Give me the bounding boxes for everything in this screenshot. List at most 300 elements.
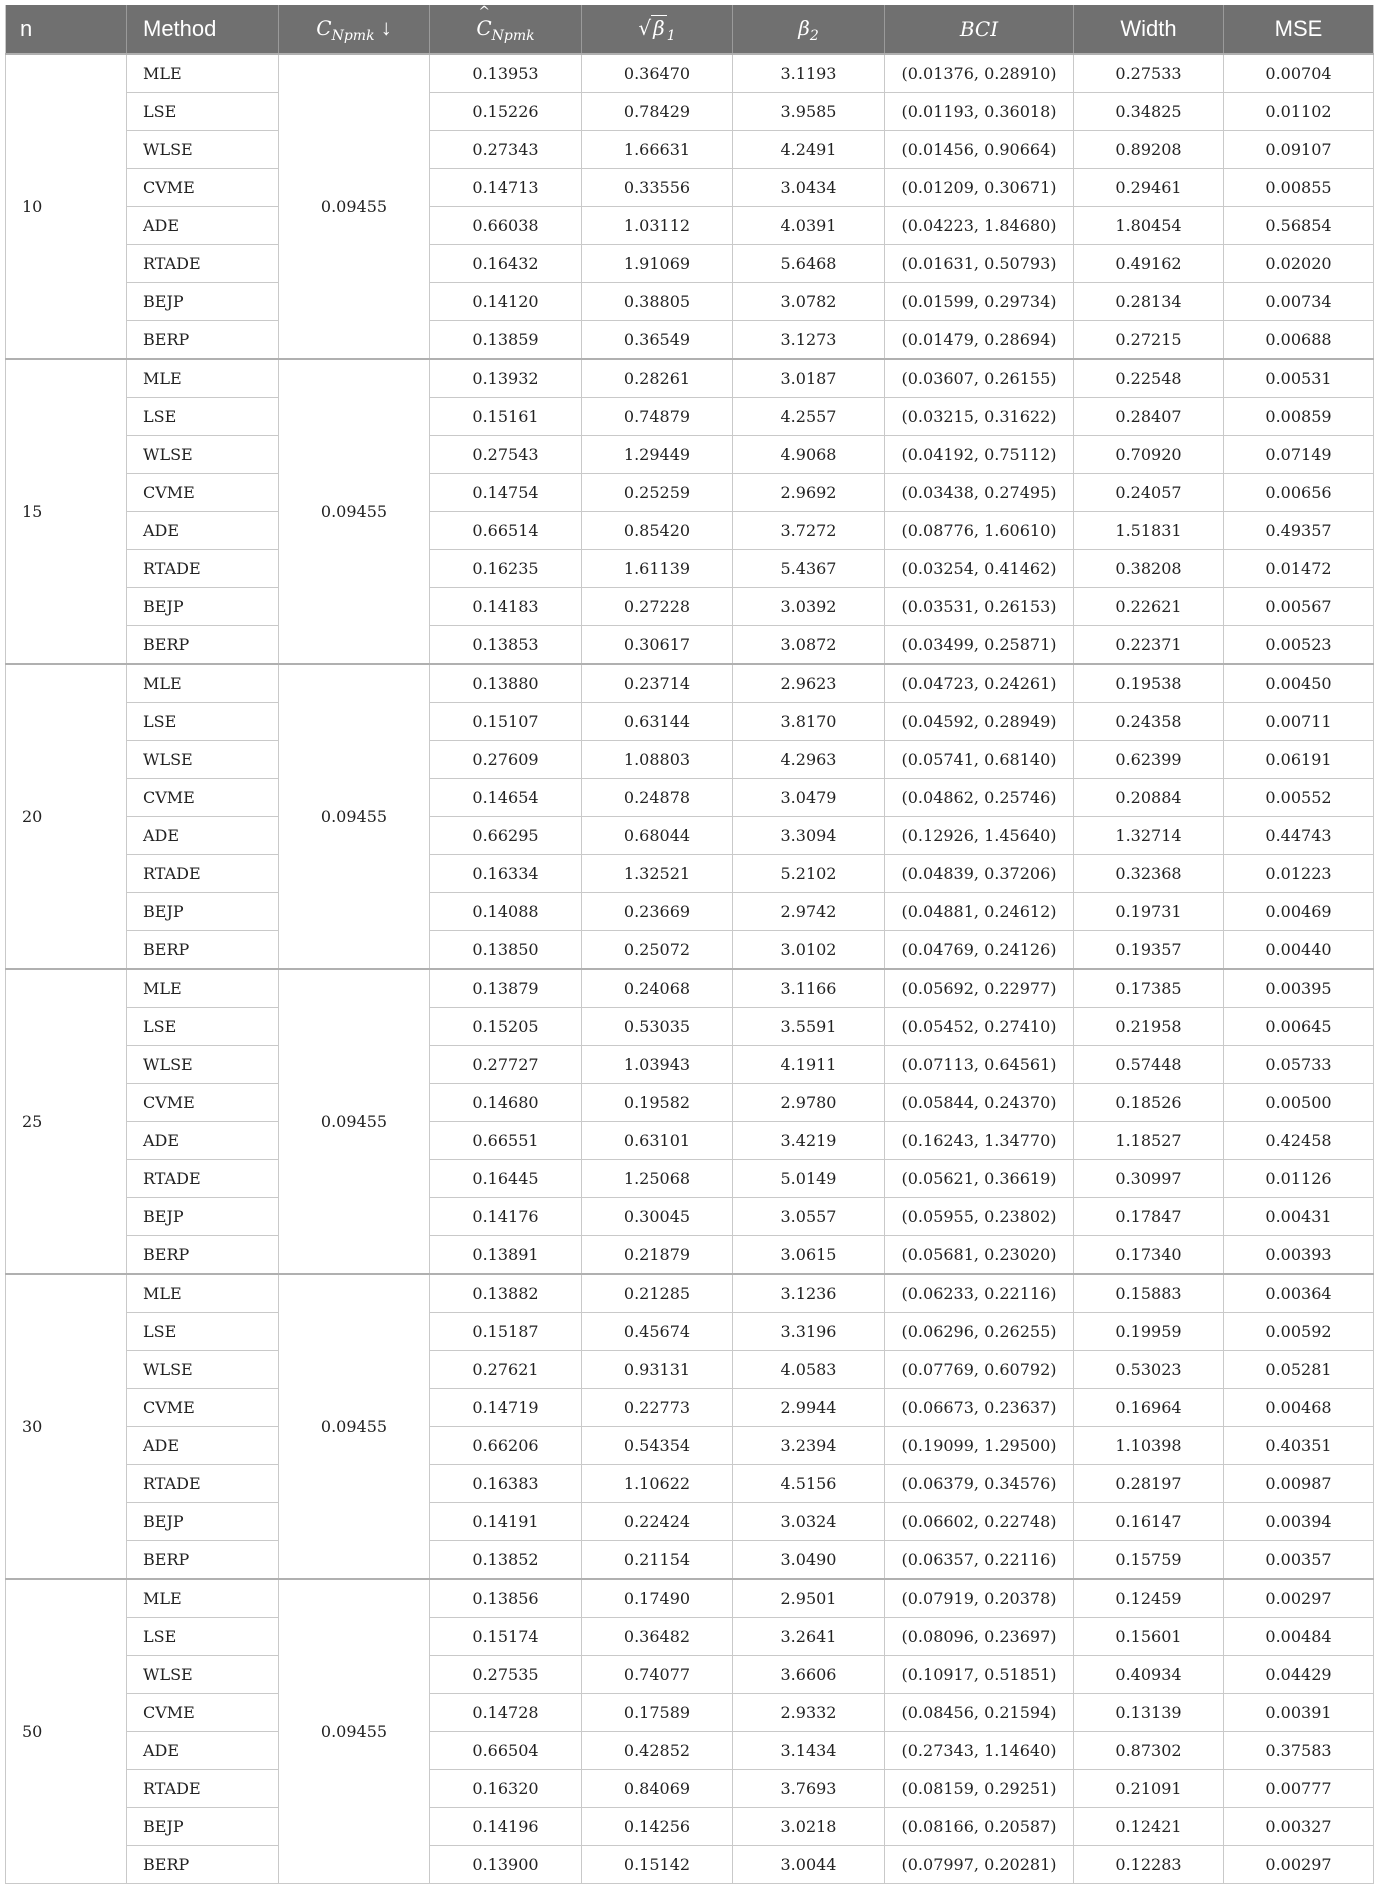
b2-cell: 3.0392 [733, 588, 885, 626]
c-hat-cell: 0.27535 [430, 1656, 582, 1694]
width-cell: 0.19538 [1074, 664, 1224, 703]
bci-cell: (0.03531, 0.26153) [885, 588, 1074, 626]
sqrt-b1-cell: 0.42852 [582, 1732, 733, 1770]
sqrt-b1-cell: 0.17490 [582, 1579, 733, 1618]
sqrt-b1-cell: 0.25259 [582, 474, 733, 512]
sqrt-b1-cell: 1.61139 [582, 550, 733, 588]
mse-cell: 0.00297 [1224, 1579, 1374, 1618]
width-cell: 0.12459 [1074, 1579, 1224, 1618]
true-c-npmk-cell: 0.09455 [279, 359, 430, 664]
width-cell: 0.34825 [1074, 93, 1224, 131]
width-cell: 0.19959 [1074, 1313, 1224, 1351]
bci-cell: (0.10917, 0.51851) [885, 1656, 1074, 1694]
width-cell: 0.16964 [1074, 1389, 1224, 1427]
bci-cell: (0.07769, 0.60792) [885, 1351, 1074, 1389]
header-n: n [6, 5, 127, 54]
b2-cell: 3.1273 [733, 321, 885, 360]
b2-cell: 3.0044 [733, 1846, 885, 1884]
mse-cell: 0.00394 [1224, 1503, 1374, 1541]
c-hat-cell: 0.14713 [430, 169, 582, 207]
c-hat-cell: 0.16383 [430, 1465, 582, 1503]
c-hat-cell: 0.14728 [430, 1694, 582, 1732]
mse-cell: 0.00711 [1224, 703, 1374, 741]
c-hat-cell: 0.14754 [430, 474, 582, 512]
width-cell: 0.15883 [1074, 1274, 1224, 1313]
b2-cell: 4.2491 [733, 131, 885, 169]
mse-cell: 0.02020 [1224, 245, 1374, 283]
c-hat-cell: 0.16320 [430, 1770, 582, 1808]
sqrt-b1-cell: 0.93131 [582, 1351, 733, 1389]
c-hat-cell: 0.66504 [430, 1732, 582, 1770]
mse-cell: 0.07149 [1224, 436, 1374, 474]
bci-cell: (0.06357, 0.22116) [885, 1541, 1074, 1580]
b2-cell: 4.0391 [733, 207, 885, 245]
sqrt-b1-cell: 0.53035 [582, 1008, 733, 1046]
method-cell: LSE [127, 93, 279, 131]
sqrt-b1-cell: 1.91069 [582, 245, 733, 283]
true-c-npmk-cell: 0.09455 [279, 1579, 430, 1884]
sqrt-b1-cell: 0.15142 [582, 1846, 733, 1884]
width-cell: 0.19357 [1074, 931, 1224, 970]
mse-cell: 0.00777 [1224, 1770, 1374, 1808]
method-cell: RTADE [127, 1465, 279, 1503]
table-row [6, 1732, 1374, 1770]
mse-cell: 0.06191 [1224, 741, 1374, 779]
width-cell: 0.29461 [1074, 169, 1224, 207]
table-row [6, 664, 1374, 703]
b2-cell: 4.9068 [733, 436, 885, 474]
method-cell: CVME [127, 1694, 279, 1732]
bci-cell: (0.04881, 0.24612) [885, 893, 1074, 931]
b2-cell: 3.1166 [733, 969, 885, 1008]
sqrt-b1-cell: 0.74077 [582, 1656, 733, 1694]
b2-cell: 5.0149 [733, 1160, 885, 1198]
c-hat-cell: 0.16445 [430, 1160, 582, 1198]
method-cell: MLE [127, 359, 279, 398]
method-cell: CVME [127, 169, 279, 207]
bci-cell: (0.03215, 0.31622) [885, 398, 1074, 436]
mse-cell: 0.00531 [1224, 359, 1374, 398]
method-cell: RTADE [127, 245, 279, 283]
sqrt-b1-cell: 0.17589 [582, 1694, 733, 1732]
mse-cell: 0.00327 [1224, 1808, 1374, 1846]
c-hat-cell: 0.13853 [430, 626, 582, 665]
table-row [6, 741, 1374, 779]
mse-cell: 0.00468 [1224, 1389, 1374, 1427]
bci-cell: (0.03499, 0.25871) [885, 626, 1074, 665]
width-cell: 1.51831 [1074, 512, 1224, 550]
c-hat-cell: 0.13953 [430, 54, 582, 93]
bci-cell: (0.04723, 0.24261) [885, 664, 1074, 703]
table-row [6, 1427, 1374, 1465]
method-cell: ADE [127, 512, 279, 550]
b2-cell: 2.9742 [733, 893, 885, 931]
b2-cell: 3.0434 [733, 169, 885, 207]
b2-cell: 3.1193 [733, 54, 885, 93]
b2-cell: 3.9585 [733, 93, 885, 131]
sqrt-b1-cell: 1.29449 [582, 436, 733, 474]
sqrt-b1-cell: 0.63101 [582, 1122, 733, 1160]
width-cell: 0.87302 [1074, 1732, 1224, 1770]
b2-cell: 3.1236 [733, 1274, 885, 1313]
sqrt-b1-cell: 0.33556 [582, 169, 733, 207]
width-cell: 0.18526 [1074, 1084, 1224, 1122]
mse-cell: 0.44743 [1224, 817, 1374, 855]
mse-cell: 0.05733 [1224, 1046, 1374, 1084]
mse-cell: 0.42458 [1224, 1122, 1374, 1160]
sqrt-b1-cell: 1.32521 [582, 855, 733, 893]
method-cell: LSE [127, 703, 279, 741]
table-row [6, 969, 1374, 1008]
sqrt-b1-cell: 0.38805 [582, 283, 733, 321]
sqrt-b1-cell: 0.63144 [582, 703, 733, 741]
b2-cell: 3.2641 [733, 1618, 885, 1656]
c-hat-cell: 0.14680 [430, 1084, 582, 1122]
bci-cell: (0.04223, 1.84680) [885, 207, 1074, 245]
method-cell: BEJP [127, 1198, 279, 1236]
c-hat-cell: 0.13900 [430, 1846, 582, 1884]
table-row [6, 436, 1374, 474]
c-hat-cell: 0.27343 [430, 131, 582, 169]
bci-cell: (0.08166, 0.20587) [885, 1808, 1074, 1846]
bci-cell: (0.01631, 0.50793) [885, 245, 1074, 283]
sqrt-b1-cell: 0.45674 [582, 1313, 733, 1351]
width-cell: 0.62399 [1074, 741, 1224, 779]
table-row [6, 1008, 1374, 1046]
mse-cell: 0.00440 [1224, 931, 1374, 970]
method-cell: BEJP [127, 1503, 279, 1541]
mse-cell: 0.00552 [1224, 779, 1374, 817]
method-cell: LSE [127, 398, 279, 436]
b2-cell: 5.6468 [733, 245, 885, 283]
bci-cell: (0.05741, 0.68140) [885, 741, 1074, 779]
true-c-npmk-cell: 0.09455 [279, 969, 430, 1274]
bci-cell: (0.06673, 0.23637) [885, 1389, 1074, 1427]
sqrt-b1-cell: 0.22773 [582, 1389, 733, 1427]
table-row [6, 1084, 1374, 1122]
method-cell: ADE [127, 1122, 279, 1160]
table-row [6, 359, 1374, 398]
table-row [6, 1770, 1374, 1808]
b2-cell: 3.2394 [733, 1427, 885, 1465]
mse-cell: 0.00592 [1224, 1313, 1374, 1351]
b2-cell: 3.0102 [733, 931, 885, 970]
width-cell: 0.28407 [1074, 398, 1224, 436]
method-cell: RTADE [127, 1160, 279, 1198]
b2-cell: 3.0218 [733, 1808, 885, 1846]
mse-cell: 0.01223 [1224, 855, 1374, 893]
results-table [5, 5, 1374, 1884]
width-cell: 0.53023 [1074, 1351, 1224, 1389]
bci-cell: (0.05621, 0.36619) [885, 1160, 1074, 1198]
c-hat-cell: 0.13850 [430, 931, 582, 970]
method-cell: BERP [127, 321, 279, 360]
true-c-npmk-cell: 0.09455 [279, 1274, 430, 1579]
table-row [6, 512, 1374, 550]
bci-cell: (0.03438, 0.27495) [885, 474, 1074, 512]
b2-cell: 3.0557 [733, 1198, 885, 1236]
table-row [6, 1160, 1374, 1198]
width-cell: 0.70920 [1074, 436, 1224, 474]
sqrt-b1-cell: 0.27228 [582, 588, 733, 626]
bci-cell: (0.06233, 0.22116) [885, 1274, 1074, 1313]
c-hat-cell: 0.14191 [430, 1503, 582, 1541]
table-row [6, 1579, 1374, 1618]
c-hat-cell: 0.14183 [430, 588, 582, 626]
c-hat-cell: 0.66038 [430, 207, 582, 245]
method-cell: WLSE [127, 741, 279, 779]
sqrt-b1-cell: 0.36549 [582, 321, 733, 360]
c-hat-cell: 0.27609 [430, 741, 582, 779]
b2-cell: 4.2963 [733, 741, 885, 779]
table-row [6, 245, 1374, 283]
method-cell: CVME [127, 779, 279, 817]
width-cell: 0.40934 [1074, 1656, 1224, 1694]
bci-cell: (0.05955, 0.23802) [885, 1198, 1074, 1236]
b2-cell: 3.6606 [733, 1656, 885, 1694]
c-hat-cell: 0.27727 [430, 1046, 582, 1084]
b2-cell: 4.5156 [733, 1465, 885, 1503]
bci-cell: (0.05681, 0.23020) [885, 1236, 1074, 1275]
b2-cell: 3.0479 [733, 779, 885, 817]
header-row [6, 5, 1374, 54]
sample-size-cell: 30 [6, 1274, 127, 1579]
mse-cell: 0.00734 [1224, 283, 1374, 321]
table-row [6, 550, 1374, 588]
b2-cell: 3.0872 [733, 626, 885, 665]
table-row [6, 855, 1374, 893]
sqrt-b1-cell: 0.84069 [582, 1770, 733, 1808]
b2-cell: 2.9692 [733, 474, 885, 512]
b2-cell: 2.9501 [733, 1579, 885, 1618]
bci-cell: (0.05844, 0.24370) [885, 1084, 1074, 1122]
sqrt-b1-cell: 0.23669 [582, 893, 733, 931]
sqrt-b1-cell: 0.19582 [582, 1084, 733, 1122]
mse-cell: 0.04429 [1224, 1656, 1374, 1694]
width-cell: 0.32368 [1074, 855, 1224, 893]
width-cell: 0.17847 [1074, 1198, 1224, 1236]
c-hat-cell: 0.15107 [430, 703, 582, 741]
bci-cell: (0.27343, 1.14640) [885, 1732, 1074, 1770]
width-cell: 0.30997 [1074, 1160, 1224, 1198]
method-cell: RTADE [127, 550, 279, 588]
table-row [6, 1122, 1374, 1160]
mse-cell: 0.56854 [1224, 207, 1374, 245]
c-hat-cell: 0.15187 [430, 1313, 582, 1351]
sqrt-b1-cell: 0.68044 [582, 817, 733, 855]
width-cell: 0.17340 [1074, 1236, 1224, 1275]
table-row [6, 169, 1374, 207]
width-cell: 0.49162 [1074, 245, 1224, 283]
method-cell: BERP [127, 931, 279, 970]
table-row [6, 779, 1374, 817]
sqrt-b1-cell: 0.78429 [582, 93, 733, 131]
sqrt-b1-cell: 1.66631 [582, 131, 733, 169]
method-cell: WLSE [127, 436, 279, 474]
c-hat-cell: 0.27543 [430, 436, 582, 474]
c-hat-cell: 0.16432 [430, 245, 582, 283]
b2-cell: 3.7693 [733, 1770, 885, 1808]
method-cell: WLSE [127, 1656, 279, 1694]
c-hat-cell: 0.66295 [430, 817, 582, 855]
width-cell: 0.17385 [1074, 969, 1224, 1008]
sqrt-b1-cell: 0.23714 [582, 664, 733, 703]
table-row [6, 1274, 1374, 1313]
b2-cell: 4.2557 [733, 398, 885, 436]
bci-cell: (0.05452, 0.27410) [885, 1008, 1074, 1046]
b2-cell: 3.3094 [733, 817, 885, 855]
table-row [6, 893, 1374, 931]
mse-cell: 0.40351 [1224, 1427, 1374, 1465]
c-hat-cell: 0.15161 [430, 398, 582, 436]
method-cell: RTADE [127, 855, 279, 893]
sqrt-b1-cell: 0.30617 [582, 626, 733, 665]
width-cell: 0.28134 [1074, 283, 1224, 321]
c-hat-cell: 0.13852 [430, 1541, 582, 1580]
width-cell: 0.20884 [1074, 779, 1224, 817]
method-cell: CVME [127, 1084, 279, 1122]
table-row [6, 1541, 1374, 1580]
method-cell: LSE [127, 1313, 279, 1351]
c-hat-cell: 0.14719 [430, 1389, 582, 1427]
method-cell: LSE [127, 1008, 279, 1046]
header-method: Method [127, 5, 279, 54]
c-hat-cell: 0.14088 [430, 893, 582, 931]
mse-cell: 0.00704 [1224, 54, 1374, 93]
mse-cell: 0.00500 [1224, 1084, 1374, 1122]
method-cell: WLSE [127, 131, 279, 169]
b2-cell: 4.0583 [733, 1351, 885, 1389]
b2-cell: 5.2102 [733, 855, 885, 893]
c-hat-cell: 0.13932 [430, 359, 582, 398]
sqrt-b1-cell: 0.54354 [582, 1427, 733, 1465]
table-row [6, 1808, 1374, 1846]
sample-size-cell: 10 [6, 54, 127, 359]
mse-cell: 0.00395 [1224, 969, 1374, 1008]
width-cell: 0.57448 [1074, 1046, 1224, 1084]
table-row [6, 1198, 1374, 1236]
table-row [6, 131, 1374, 169]
mse-cell: 0.01126 [1224, 1160, 1374, 1198]
sqrt-b1-cell: 0.21285 [582, 1274, 733, 1313]
bci-cell: (0.07997, 0.20281) [885, 1846, 1074, 1884]
c-hat-cell: 0.66514 [430, 512, 582, 550]
table-body [6, 54, 1374, 1884]
table-row [6, 283, 1374, 321]
width-cell: 0.19731 [1074, 893, 1224, 931]
table-row [6, 1694, 1374, 1732]
method-cell: CVME [127, 474, 279, 512]
mse-cell: 0.00645 [1224, 1008, 1374, 1046]
table-row [6, 1846, 1374, 1884]
mse-cell: 0.00656 [1224, 474, 1374, 512]
sqrt-b1-cell: 0.21154 [582, 1541, 733, 1580]
width-cell: 0.13139 [1074, 1694, 1224, 1732]
mse-cell: 0.49357 [1224, 512, 1374, 550]
b2-cell: 2.9623 [733, 664, 885, 703]
table-row [6, 474, 1374, 512]
bci-cell: (0.01599, 0.29734) [885, 283, 1074, 321]
table-row [6, 1465, 1374, 1503]
mse-cell: 0.00391 [1224, 1694, 1374, 1732]
header-c-npmk-hat: ^ $C_{Npmk}$ [430, 5, 582, 54]
method-cell: ADE [127, 207, 279, 245]
mse-cell: 0.00855 [1224, 169, 1374, 207]
width-cell: 0.12283 [1074, 1846, 1224, 1884]
mse-cell: 0.00357 [1224, 1541, 1374, 1580]
true-c-npmk-cell: 0.09455 [279, 54, 430, 359]
bci-cell: (0.03607, 0.26155) [885, 359, 1074, 398]
table-row [6, 626, 1374, 665]
width-cell: 0.89208 [1074, 131, 1224, 169]
width-cell: 0.28197 [1074, 1465, 1224, 1503]
mse-cell: 0.00859 [1224, 398, 1374, 436]
bci-cell: (0.03254, 0.41462) [885, 550, 1074, 588]
sqrt-b1-cell: 0.25072 [582, 931, 733, 970]
method-cell: BEJP [127, 893, 279, 931]
table-row [6, 1618, 1374, 1656]
width-cell: 0.24057 [1074, 474, 1224, 512]
mse-cell: 0.01472 [1224, 550, 1374, 588]
header-mse: MSE [1224, 5, 1374, 54]
method-cell: ADE [127, 1427, 279, 1465]
b2-cell: 2.9944 [733, 1389, 885, 1427]
b2-cell: 3.0615 [733, 1236, 885, 1275]
width-cell: 1.80454 [1074, 207, 1224, 245]
bci-cell: (0.01209, 0.30671) [885, 169, 1074, 207]
width-cell: 0.27215 [1074, 321, 1224, 360]
table-row [6, 1236, 1374, 1275]
bci-cell: (0.01376, 0.28910) [885, 54, 1074, 93]
method-cell: BEJP [127, 1808, 279, 1846]
c-hat-cell: 0.16235 [430, 550, 582, 588]
width-cell: 0.16147 [1074, 1503, 1224, 1541]
width-cell: 0.15601 [1074, 1618, 1224, 1656]
c-hat-cell: 0.13879 [430, 969, 582, 1008]
header-width: Width [1074, 5, 1224, 54]
sqrt-b1-cell: 0.74879 [582, 398, 733, 436]
mse-cell: 0.00987 [1224, 1465, 1374, 1503]
c-hat-cell: 0.66206 [430, 1427, 582, 1465]
sqrt-b1-cell: 0.22424 [582, 1503, 733, 1541]
table-row [6, 703, 1374, 741]
sqrt-b1-cell: 1.03943 [582, 1046, 733, 1084]
c-hat-cell: 0.14196 [430, 1808, 582, 1846]
table-row [6, 931, 1374, 970]
table-row [6, 54, 1374, 93]
table-row [6, 398, 1374, 436]
width-cell: 0.12421 [1074, 1808, 1224, 1846]
method-cell: RTADE [127, 1770, 279, 1808]
c-hat-cell: 0.15205 [430, 1008, 582, 1046]
c-hat-cell: 0.13880 [430, 664, 582, 703]
bci-cell: (0.04839, 0.37206) [885, 855, 1074, 893]
method-cell: ADE [127, 1732, 279, 1770]
table-row [6, 93, 1374, 131]
sqrt-b1-cell: 1.03112 [582, 207, 733, 245]
c-hat-cell: 0.13891 [430, 1236, 582, 1275]
bci-cell: (0.06602, 0.22748) [885, 1503, 1074, 1541]
width-cell: 1.32714 [1074, 817, 1224, 855]
method-cell: BERP [127, 1236, 279, 1275]
mse-cell: 0.00469 [1224, 893, 1374, 931]
width-cell: 0.22371 [1074, 626, 1224, 665]
c-hat-cell: 0.15174 [430, 1618, 582, 1656]
bci-cell: (0.08456, 0.21594) [885, 1694, 1074, 1732]
sqrt-b1-cell: 1.10622 [582, 1465, 733, 1503]
bci-cell: (0.01193, 0.36018) [885, 93, 1074, 131]
b2-cell: 5.4367 [733, 550, 885, 588]
